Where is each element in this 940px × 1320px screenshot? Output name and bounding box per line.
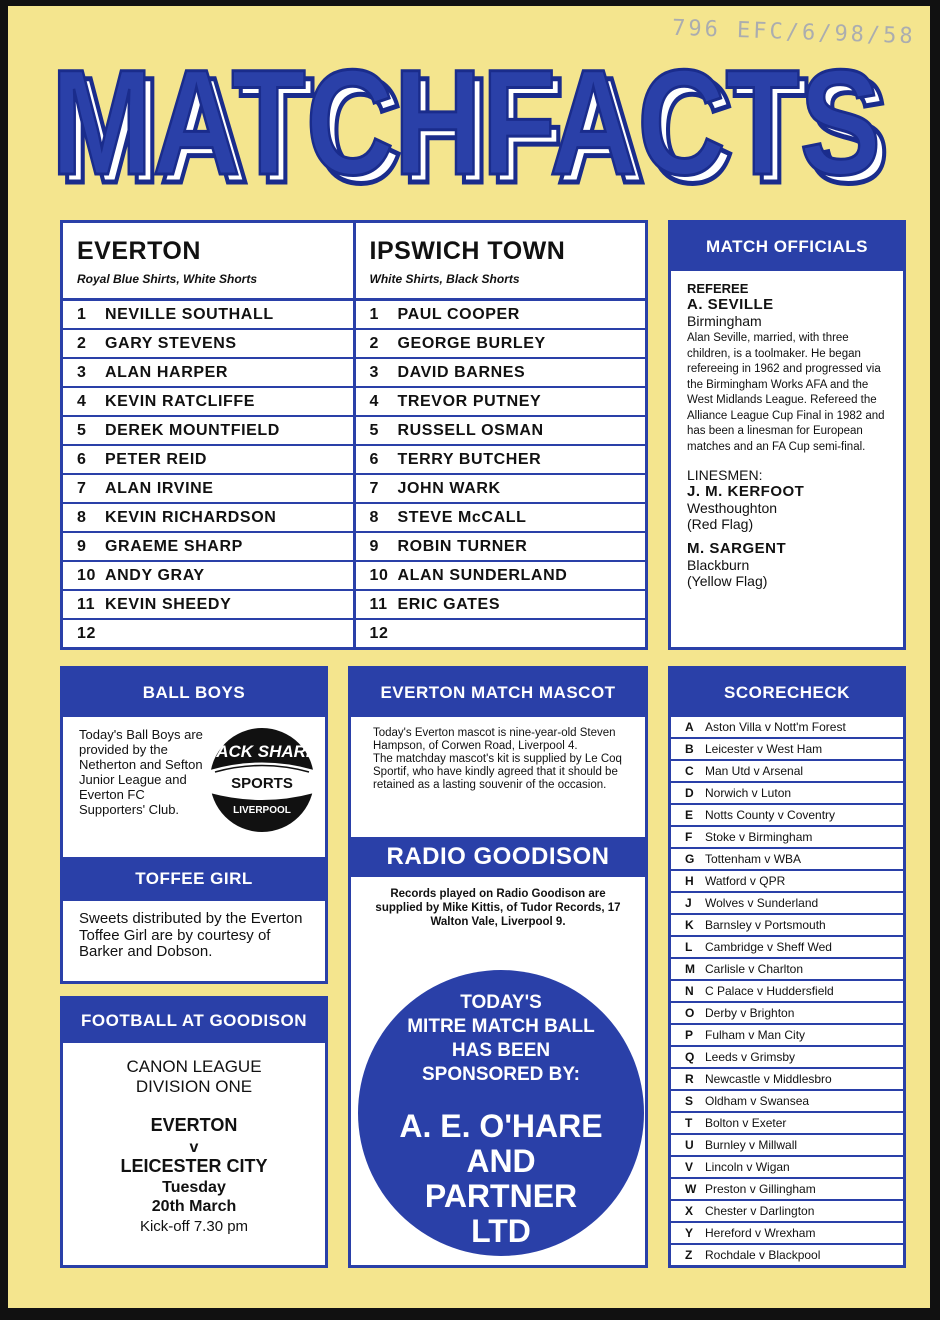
player-row	[356, 591, 646, 620]
player-number: 9	[77, 537, 87, 555]
scorecheck-panel	[668, 666, 906, 1268]
title-shadow: MATCHFACTS	[59, 46, 889, 194]
logo-top-text: JACK SHARP	[206, 742, 318, 761]
player-row	[63, 504, 353, 533]
fixture-row	[671, 915, 903, 937]
fixture-letter: W	[685, 1182, 697, 1196]
fixture-row	[671, 937, 903, 959]
fixture-match: Hereford v Wrexham	[705, 1226, 816, 1240]
player-row	[63, 388, 353, 417]
fixture-letter: E	[685, 808, 694, 822]
fixture-match: Newcastle v Middlesbro	[705, 1072, 832, 1086]
fixture-row	[671, 871, 903, 893]
fixture-letter: V	[685, 1160, 694, 1174]
fixture-match: Bolton v Exeter	[705, 1116, 787, 1130]
player-name: TREVOR PUTNEY	[397, 392, 542, 410]
ball-boys-body	[63, 717, 325, 845]
fixture-match: Leeds v Grimsby	[705, 1050, 796, 1064]
fixture-match: Carlisle v Charlton	[705, 962, 804, 976]
sponsor-line: PARTNER	[424, 1178, 578, 1214]
fixture-letter: K	[685, 918, 694, 932]
match-ball-line: TODAY'S	[460, 992, 542, 1013]
title-graphic	[8, 44, 930, 194]
referee-name: A. SEVILLE	[687, 296, 774, 313]
fixture-match: Fulham v Man City	[705, 1028, 806, 1042]
fixture-match: Lincoln v Wigan	[705, 1160, 790, 1174]
player-name: KEVIN SHEEDY	[105, 595, 232, 613]
goodison-heading: FOOTBALL AT GOODISON	[63, 999, 325, 1043]
fixture-letter: Q	[685, 1050, 695, 1064]
team-name: EVERTON	[77, 237, 201, 265]
player-number: 2	[369, 334, 379, 352]
fixture-row	[671, 849, 903, 871]
player-number: 5	[77, 421, 87, 439]
division-line: DIVISION ONE	[135, 1077, 253, 1096]
versus: v	[189, 1139, 199, 1156]
player-row	[63, 562, 353, 591]
fixture-match: C Palace v Huddersfield	[705, 984, 834, 998]
fixture-letter: N	[685, 984, 694, 998]
player-number: 1	[77, 305, 87, 323]
ball-boys-text: Today's Ball Boys are provided by the Netherton and Sefton Junior League and Everton FC Supporters' Club.	[79, 727, 203, 817]
match-date: 20th March	[151, 1198, 237, 1215]
player-name: PETER REID	[105, 450, 208, 468]
fixture-letter: L	[685, 940, 693, 954]
fixture-row	[671, 893, 903, 915]
team-name: IPSWICH TOWN	[369, 237, 566, 265]
player-row	[63, 301, 353, 330]
player-number: 2	[77, 334, 87, 352]
fixture-row	[671, 981, 903, 1003]
player-number: 12	[369, 624, 389, 642]
linesman-name: J. M. KERFOOT	[687, 483, 805, 500]
fixture-letter: U	[685, 1138, 694, 1152]
player-name: GARY STEVENS	[105, 334, 237, 352]
fixture-letter: D	[685, 786, 694, 800]
fixture-row	[671, 1245, 903, 1265]
archive-annotation: 796 EFC/6/98/58	[671, 15, 917, 50]
fixture-row	[671, 1201, 903, 1223]
player-name: PAUL COOPER	[397, 305, 520, 323]
mascot-kit: The matchday mascot's kit is supplied by Le Coq Sportif, who have kindly agreed that it should be retained as a lasting souvenir of the occasion.	[373, 753, 622, 791]
fixture-match: Oldham v Swansea	[705, 1094, 810, 1108]
programme-page	[8, 6, 930, 1308]
player-name: KEVIN RICHARDSON	[105, 508, 277, 526]
player-number: 5	[369, 421, 379, 439]
player-number: 12	[77, 624, 96, 642]
fixture-letter: Y	[685, 1226, 694, 1240]
mascot-intro: Today's Everton mascot is nine-year-old Steven Hampson, of Corwen Road, Liverpool 4.	[373, 727, 616, 752]
player-number: 8	[369, 508, 379, 526]
linesman-flag: (Yellow Flag)	[687, 573, 768, 589]
fixture-row	[671, 739, 903, 761]
toffee-girl-text: Sweets distributed by the Everton Toffee Girl are by courtesy of Barker and Dobson.	[79, 910, 303, 960]
toffee-girl-heading: TOFFEE GIRL	[63, 857, 325, 901]
fixture-match: Stoke v Birmingham	[705, 830, 813, 844]
player-number: 11	[369, 595, 388, 613]
fixture-row	[671, 761, 903, 783]
player-name: GRAEME SHARP	[105, 537, 243, 555]
player-name: ALAN IRVINE	[105, 479, 214, 497]
officials-body	[671, 271, 903, 589]
match-officials-panel	[668, 220, 906, 650]
fixture-row	[671, 1091, 903, 1113]
logo-mid-text: SPORTS	[231, 775, 293, 792]
logo-bot-text: LIVERPOOL	[233, 805, 291, 816]
player-row	[63, 417, 353, 446]
player-name: KEVIN RATCLIFFE	[105, 392, 256, 410]
player-number: 10	[77, 566, 96, 584]
ball-boys-heading: BALL BOYS	[63, 669, 325, 717]
fixture-match: Burnley v Millwall	[705, 1138, 798, 1152]
fixture-letter: O	[685, 1006, 695, 1020]
mascot-text	[351, 717, 645, 831]
fixture-row	[671, 827, 903, 849]
fixture-letter: M	[685, 962, 695, 976]
team-column-ipswich	[353, 223, 646, 647]
player-name: TERRY BUTCHER	[397, 450, 542, 468]
fixture-row	[671, 1223, 903, 1245]
match-ball-line: HAS BEEN	[451, 1040, 551, 1061]
player-number: 3	[369, 363, 379, 381]
radio-text: Records played on Radio Goodison are supplied by Mike Kittis, of Tudor Records, 17 Walton Vale, Liverpool 9.	[375, 888, 621, 928]
fixture-match: Chester v Darlington	[705, 1204, 815, 1218]
player-number: 3	[77, 363, 87, 381]
player-name: ALAN SUNDERLAND	[397, 566, 568, 584]
team-header	[356, 223, 646, 301]
fixture-row	[671, 1179, 903, 1201]
radio-heading: RADIO GOODISON	[351, 837, 645, 877]
fixture-letter: R	[685, 1072, 694, 1086]
fixture-match: Tottenham v WBA	[705, 852, 802, 866]
fixture-letter: F	[685, 830, 693, 844]
home-team: EVERTON	[150, 1115, 238, 1135]
fixture-letter: H	[685, 874, 694, 888]
league-line: CANON LEAGUE	[126, 1057, 262, 1076]
fixture-row	[671, 1003, 903, 1025]
player-name: ERIC GATES	[397, 595, 501, 613]
mascot-heading: EVERTON MATCH MASCOT	[351, 669, 645, 717]
fixture-match: Rochdale v Blackpool	[705, 1248, 821, 1262]
match-ball-line: MITRE MATCH BALL	[407, 1016, 595, 1037]
referee-label: REFEREE	[687, 281, 749, 296]
fixture-letter: J	[685, 896, 692, 910]
player-row	[356, 359, 646, 388]
player-number: 4	[369, 392, 379, 410]
fixture-match: Cambridge v Sheff Wed	[705, 940, 832, 954]
fixture-match: Leicester v West Ham	[705, 742, 823, 756]
away-team: LEICESTER CITY	[120, 1156, 268, 1176]
player-name: NEVILLE SOUTHALL	[105, 305, 274, 323]
fixture-match: Aston Villa v Nott'm Forest	[705, 720, 846, 734]
player-row	[356, 620, 646, 647]
player-row	[356, 330, 646, 359]
mascot-frame	[348, 666, 648, 1268]
player-number: 10	[369, 566, 389, 584]
team-kit: Royal Blue Shirts, White Shorts	[77, 272, 258, 286]
fixture-row	[671, 1113, 903, 1135]
player-row	[63, 330, 353, 359]
player-number: 6	[369, 450, 379, 468]
player-row	[63, 620, 353, 647]
ball-boys-panel	[60, 666, 328, 984]
goodison-body	[63, 1043, 325, 1235]
player-row	[63, 475, 353, 504]
officials-heading: MATCH OFFICIALS	[671, 223, 903, 271]
team-sheet	[60, 220, 648, 650]
player-number: 8	[77, 508, 87, 526]
player-number: 4	[77, 392, 87, 410]
referee-bio: Alan Seville, married, with three children, is a toolmaker. He began refereeing in 1962 and progressed via the Birmingham Works AFA and the West Midlands League. Refereed the Alliance League Cup Final in 1982 and has been a linesman for European matches and an FA Cup semi-final.	[687, 332, 885, 453]
player-name: RUSSELL OSMAN	[397, 421, 544, 439]
player-row	[356, 446, 646, 475]
player-row	[63, 591, 353, 620]
sponsor-line: AND	[466, 1143, 536, 1179]
match-ball-line: SPONSORED BY:	[421, 1064, 580, 1085]
player-number: 1	[369, 305, 379, 323]
fixture-letter: A	[685, 720, 694, 734]
fixture-row	[671, 717, 903, 739]
fixture-letter: Z	[685, 1248, 693, 1262]
fixture-match: Man Utd v Arsenal	[705, 764, 804, 778]
player-number: 6	[77, 450, 87, 468]
player-row	[356, 504, 646, 533]
match-ball-heading	[351, 991, 651, 1087]
fixture-row	[671, 1047, 903, 1069]
fixture-match: Wolves v Sunderland	[705, 896, 819, 910]
fixture-letter: G	[685, 852, 695, 866]
page-title	[8, 44, 930, 194]
linesmen-label: LINESMEN:	[687, 467, 763, 483]
player-name: ROBIN TURNER	[397, 537, 528, 555]
player-name: ANDY GRAY	[105, 566, 205, 584]
fixture-match: Preston v Gillingham	[705, 1182, 816, 1196]
fixture-match: Watford v QPR	[705, 874, 786, 888]
player-number: 7	[77, 479, 87, 497]
linesman-place: Blackburn	[687, 557, 750, 573]
fixture-letter: S	[685, 1094, 694, 1108]
fixture-row	[671, 783, 903, 805]
linesman-flag: (Red Flag)	[687, 516, 754, 532]
player-row	[356, 301, 646, 330]
fixture-match: Barnsley v Portsmouth	[705, 918, 826, 932]
jack-sharp-logo	[201, 725, 323, 835]
player-name: JOHN WARK	[397, 479, 501, 497]
player-row	[63, 446, 353, 475]
fixture-row	[671, 805, 903, 827]
kickoff-time: Kick-off 7.30 pm	[139, 1218, 249, 1235]
scorecheck-heading: SCORECHECK	[671, 669, 903, 717]
fixture-row	[671, 959, 903, 981]
player-row	[63, 359, 353, 388]
player-number: 7	[369, 479, 379, 497]
fixture-match: Norwich v Luton	[705, 786, 792, 800]
fixture-letter: P	[685, 1028, 694, 1042]
player-number: 9	[369, 537, 379, 555]
fixture-letter: B	[685, 742, 694, 756]
title-text: MATCHFACTS	[51, 44, 881, 194]
player-name: ALAN HARPER	[105, 363, 229, 381]
player-row	[356, 417, 646, 446]
player-name: DEREK MOUNTFIELD	[105, 421, 280, 439]
team-header	[63, 223, 353, 301]
player-row	[356, 533, 646, 562]
fixture-row	[671, 1069, 903, 1091]
team-kit: White Shirts, Black Shorts	[369, 272, 520, 286]
referee-place: Birmingham	[687, 313, 762, 329]
linesman-place: Westhoughton	[687, 500, 778, 516]
sponsor-line: LTD	[471, 1213, 531, 1249]
mascot-panel	[348, 666, 648, 1268]
player-name: GEORGE BURLEY	[397, 334, 546, 352]
player-row	[63, 533, 353, 562]
match-day: Tuesday	[162, 1179, 226, 1196]
player-name: DAVID BARNES	[397, 363, 526, 381]
sponsor-line: A. E. O'HARE	[399, 1108, 603, 1144]
fixture-row	[671, 1135, 903, 1157]
fixture-row	[671, 1025, 903, 1047]
fixture-letter: T	[685, 1116, 693, 1130]
fixture-row	[671, 1157, 903, 1179]
linesman-name: M. SARGENT	[687, 540, 787, 557]
fixture-match: Derby v Brighton	[705, 1006, 795, 1020]
player-number: 11	[77, 595, 96, 613]
football-at-goodison-panel	[60, 996, 328, 1268]
team-column-everton	[63, 223, 353, 647]
player-name: STEVE McCALL	[397, 508, 527, 526]
player-row	[356, 562, 646, 591]
player-row	[356, 475, 646, 504]
fixture-letter: X	[685, 1204, 694, 1218]
fixture-match: Notts County v Coventry	[705, 808, 836, 822]
player-row	[356, 388, 646, 417]
sponsor-name	[351, 1109, 651, 1249]
fixture-letter: C	[685, 764, 694, 778]
